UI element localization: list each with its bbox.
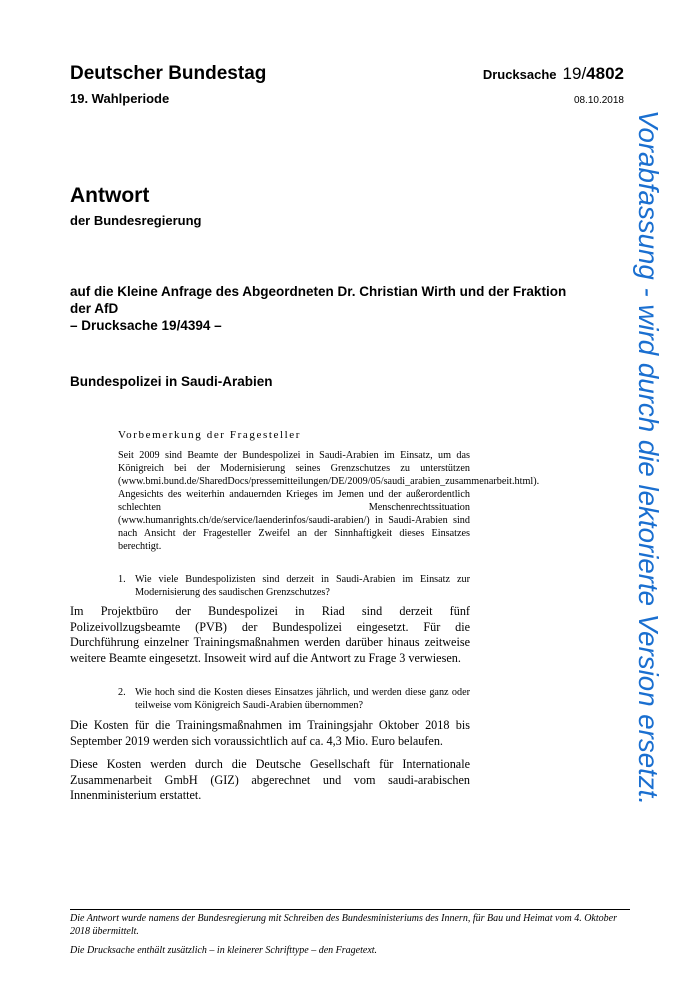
- question-1: [118, 573, 470, 599]
- drucksache-number: [483, 64, 624, 84]
- request-reference: [70, 283, 610, 334]
- answer-2-paragraph-1: Die Kosten für die Trainingsmaßnahmen im Trainingsjahr Oktober 2018 bis September 2019 werden sich voraussichtlich auf ca. 4,3 Mio. Euro belaufen.: [70, 718, 470, 748]
- document-subtitle: der Bundesregierung: [70, 213, 202, 228]
- question-number: 2.: [118, 687, 126, 698]
- preliminary-text: Seit 2009 sind Beamte der Bundespolizei in Saudi-Arabien im Einsatz, um das Königreich bei der Modernisierung seines Grenzschutzes zu unterstützen (www.bmi.bund.de/SharedDocs/pressemitteilungen/DE/2009/05/saudi_arabien_zusammenarbeit.html). Angesichts des weiterhin andauernden Krieges im Jemen und der außerordentlich schlechten Menschenrechtssituation (www.humanrights.ch/de/service/laenderinfos/saudi-arabien/) in Saudi-Arabien sind nach Ansicht der Fragesteller Zweifel an der Sinnhaftigkeit dieses Einsatzes berechtigt.: [118, 450, 540, 553]
- document-organization: Deutscher Bundestag: [70, 63, 267, 84]
- question-text: Wie viele Bundespolizisten sind derzeit in Saudi-Arabien im Einsatz zur Modernisierung des saudischen Grenzschutzes?: [135, 574, 470, 599]
- drucksache-id: 4802: [586, 64, 624, 83]
- footer-note-fonttype: Die Drucksache enthält zusätzlich – in kleinerer Schrifttype – den Fragetext.: [70, 945, 378, 956]
- preliminary-title: Vorbemerkung der Fragesteller: [118, 429, 302, 441]
- request-line-3: – Drucksache 19/4394 –: [70, 318, 222, 333]
- question-text: Wie hoch sind die Kosten dieses Einsatzes jährlich, und werden diese ganz oder teilweise vom Königreich Saudi-Arabien übernommen?: [135, 687, 470, 712]
- footer-divider: [70, 909, 630, 910]
- request-line-1: auf die Kleine Anfrage des Abgeordneten Dr. Christian Wirth und der Fraktion: [70, 284, 567, 299]
- document-date: 08.10.2018: [573, 95, 624, 106]
- legislative-period: 19. Wahlperiode: [70, 91, 170, 106]
- question-2: [118, 686, 470, 712]
- document-title: Antwort: [70, 184, 150, 207]
- footer-note-transmission: Die Antwort wurde namens der Bundesregierung mit Schreiben des Bundesministeriums des Innern, für Bau und Heimat vom 4. Oktober 2018 übermittelt.: [70, 913, 617, 937]
- topic-heading: Bundespolizei in Saudi-Arabien: [70, 374, 273, 389]
- answer-2-paragraph-2: Diese Kosten werden durch die Deutsche Gesellschaft für Internationale Zusammenarbeit GmbH (GIZ) abgerechnet und vom saudi-arabischen Innenministerium erstattet.: [70, 757, 470, 803]
- draft-watermark: Vorabfassung - wird durch die lektorierte Version ersetzt.: [633, 110, 664, 806]
- answer-1-paragraph-1: Im Projektbüro der Bundespolizei in Riad sind derzeit fünf Polizeivollzugsbeamte (PVB) der Bundespolizei eingesetzt. Für die Durchführung einzelner Trainingsmaßnahmen werden darüber hinaus zeitweise weitere Beamte eingesetzt. Insoweit wird auf die Antwort zu Frage 3 verwiesen.: [70, 604, 470, 665]
- drucksache-label: Drucksache: [482, 67, 557, 82]
- question-number: 1.: [118, 574, 126, 585]
- request-line-2: der AfD: [70, 301, 119, 316]
- drucksache-prefix: 19/: [562, 64, 587, 83]
